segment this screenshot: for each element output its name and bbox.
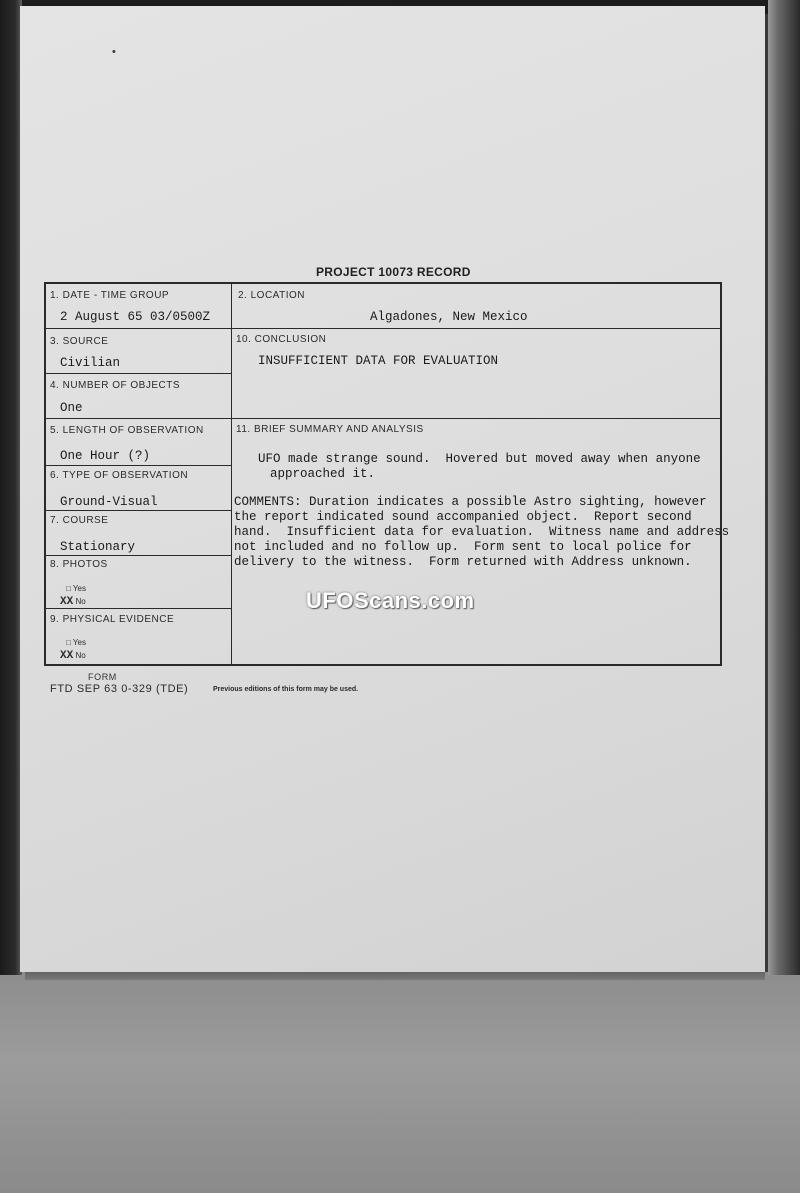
checkbox-checked-icon: XX bbox=[60, 596, 74, 608]
type-value: Ground-Visual bbox=[60, 495, 158, 509]
summary-label: 11. BRIEF SUMMARY AND ANALYSIS bbox=[236, 424, 424, 435]
form-code: FTD SEP 63 0-329 (TDE) bbox=[50, 683, 189, 695]
form-title: PROJECT 10073 RECORD bbox=[316, 265, 471, 279]
scan-mark: • bbox=[112, 46, 116, 58]
scan-right-edge bbox=[768, 0, 800, 975]
form-note: Previous editions of this form may be used. bbox=[213, 686, 359, 693]
checkbox-checked-icon: XX bbox=[60, 650, 74, 662]
watermark: UFOScans.com bbox=[306, 588, 475, 613]
row-divider bbox=[45, 328, 721, 329]
photos-no-option bbox=[60, 596, 86, 608]
course-label: 7. COURSE bbox=[50, 515, 109, 526]
date-value: 2 August 65 03/0500Z bbox=[60, 310, 211, 324]
checkbox-empty-icon: □ bbox=[66, 638, 71, 647]
comments-line: the report indicated sound accompanied object. Report second bbox=[234, 510, 692, 524]
length-label: 5. LENGTH OF OBSERVATION bbox=[50, 425, 204, 436]
evidence-yes-label: Yes bbox=[72, 638, 86, 647]
row-divider bbox=[45, 608, 232, 609]
conclusion-label: 10. CONCLUSION bbox=[236, 334, 327, 345]
photos-yes-option bbox=[66, 584, 86, 593]
location-label: 2. LOCATION bbox=[238, 290, 305, 301]
date-label: 1. DATE - TIME GROUP bbox=[50, 290, 170, 301]
photos-yes-label: Yes bbox=[72, 584, 86, 593]
row-divider bbox=[45, 373, 232, 374]
scan-left-edge bbox=[0, 0, 22, 975]
objects-label: 4. NUMBER OF OBJECTS bbox=[50, 380, 181, 391]
row-divider bbox=[45, 555, 232, 556]
summary-line: approached it. bbox=[270, 467, 376, 481]
row-divider bbox=[45, 510, 232, 511]
type-label: 6. TYPE OF OBSERVATION bbox=[50, 470, 189, 481]
location-value: Algadones, New Mexico bbox=[370, 310, 528, 324]
evidence-no-label: No bbox=[75, 651, 86, 660]
evidence-yes-option bbox=[66, 638, 86, 647]
photos-no-label: No bbox=[75, 597, 86, 606]
source-value: Civilian bbox=[60, 356, 121, 370]
comments-line: not included and no follow up. Form sent to local police for bbox=[234, 540, 692, 554]
row-divider bbox=[45, 418, 721, 419]
comments-line: hand. Insufficient data for evaluation. Witness name and address bbox=[234, 525, 730, 539]
evidence-label: 9. PHYSICAL EVIDENCE bbox=[50, 614, 175, 625]
comments-line: COMMENTS: Duration indicates a possible Astro sighting, however bbox=[234, 495, 707, 509]
scan-background bbox=[0, 972, 800, 1193]
form-word: FORM bbox=[88, 672, 117, 682]
checkbox-empty-icon: □ bbox=[66, 584, 71, 593]
course-value: Stationary bbox=[60, 540, 136, 554]
row-divider bbox=[45, 465, 232, 466]
length-value: One Hour (?) bbox=[60, 449, 151, 463]
photos-label: 8. PHOTOS bbox=[50, 559, 108, 570]
source-label: 3. SOURCE bbox=[50, 336, 109, 347]
evidence-no-option bbox=[60, 650, 86, 662]
conclusion-value: INSUFFICIENT DATA FOR EVALUATION bbox=[258, 354, 499, 368]
summary-line: UFO made strange sound. Hovered but moved away when anyone bbox=[258, 452, 701, 466]
comments-line: delivery to the witness. Form returned with Address unknown. bbox=[234, 555, 692, 569]
objects-value: One bbox=[60, 401, 83, 415]
